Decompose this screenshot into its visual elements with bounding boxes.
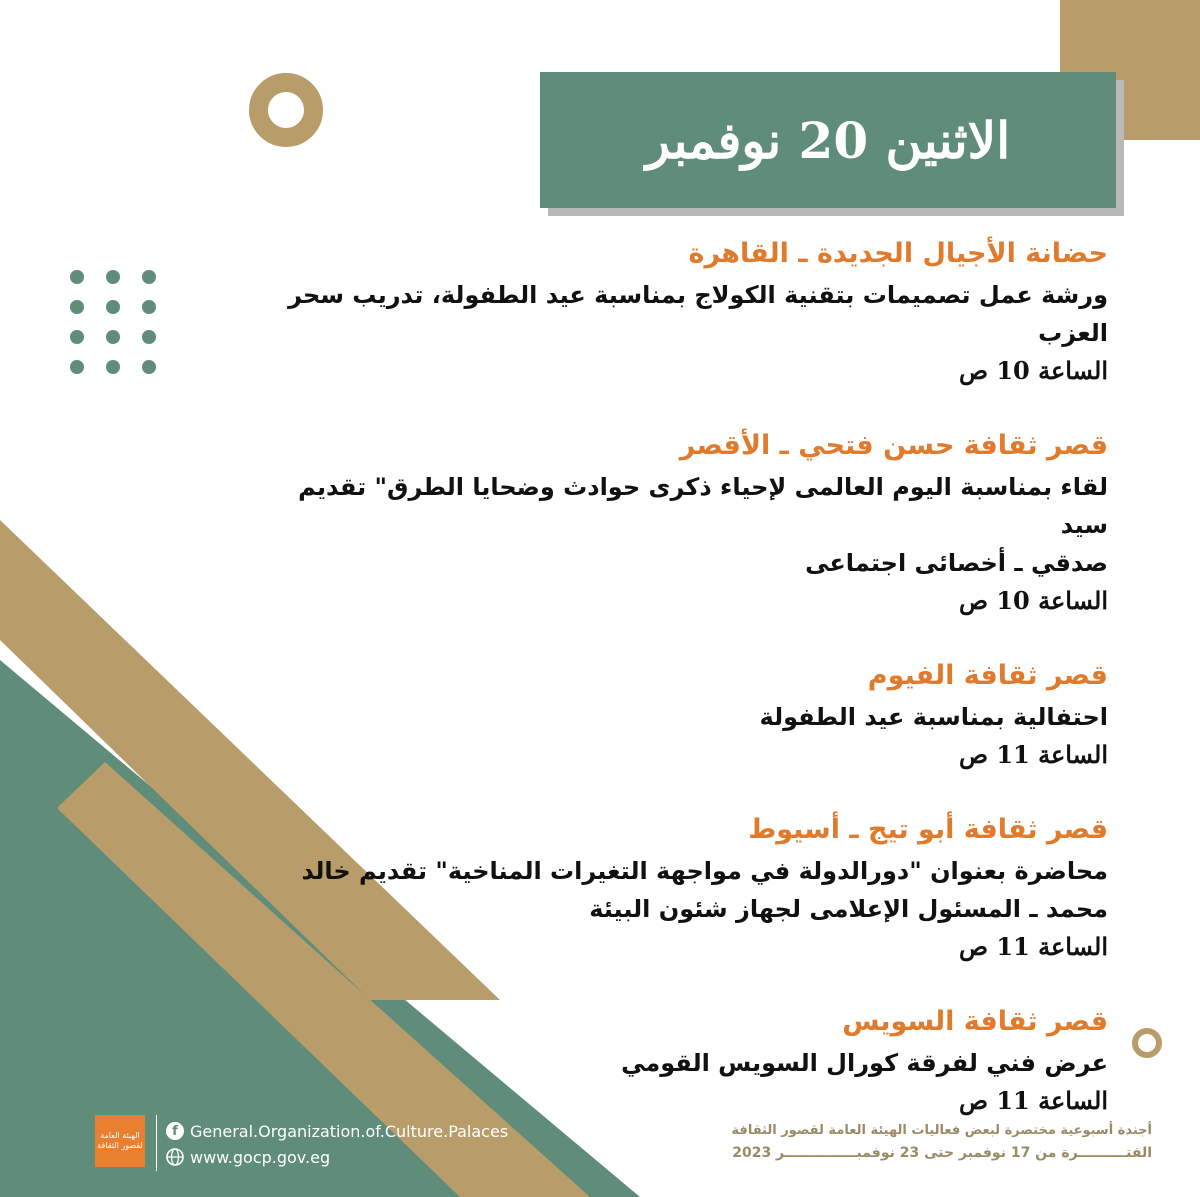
dot [142, 330, 156, 344]
agenda-caption: أجندة أسبوعية مختصرة لبعض فعاليات الهيئة العامة لقصور الثقافة [731, 1123, 1152, 1138]
organization-logo: الهيئة العامة لقصور الثقافة [95, 1115, 145, 1167]
event-venue: قصر ثقافة الفيوم [867, 660, 1108, 691]
dot [142, 300, 156, 314]
website-row[interactable] [166, 1144, 508, 1170]
decorative-ring-small [1132, 1028, 1162, 1058]
dot [106, 300, 120, 314]
period-caption: الفتــــــــــرة من 17 نوفمبر حتى 23 نوفمبـــــــــــــــر 2023 [732, 1145, 1152, 1161]
event-description: ورشة عمل تصميمات بتقنية الكولاج بمناسبة عيد الطفولة، تدريب سحر [288, 281, 1108, 309]
event-venue: قصر ثقافة حسن فتحي ـ الأقصر [679, 430, 1108, 461]
events-list [288, 232, 1108, 1154]
footer-contacts [166, 1118, 508, 1170]
event-description: احتفالية بمناسبة عيد الطفولة [759, 703, 1108, 731]
decorative-ring-top [249, 73, 323, 147]
dot [70, 300, 84, 314]
event-venue: حضانة الأجيال الجديدة ـ القاهرة [688, 238, 1108, 269]
facebook-link[interactable]: General.Organization.of.Culture.Palaces [190, 1121, 509, 1141]
event-time: الساعة 10 ص [958, 586, 1108, 615]
facebook-icon: f [166, 1122, 184, 1140]
event-description: محمد ـ المسئول الإعلامى لجهاز شئون البيئة [589, 895, 1108, 923]
event-venue: قصر ثقافة السويس [842, 1006, 1108, 1037]
dot [142, 360, 156, 374]
event-description: لقاء بمناسبة اليوم العالمى لإحياء ذكرى حوادث وضحايا الطرق" تقديم سيد [298, 473, 1108, 539]
event-time: الساعة 11 ص [958, 932, 1108, 961]
event-item [288, 654, 1108, 774]
dot [106, 270, 120, 284]
dot [70, 270, 84, 284]
event-item [288, 424, 1108, 620]
dot [106, 360, 120, 374]
event-description: عرض فني لفرقة كورال السويس القومي [621, 1049, 1108, 1077]
page-title: الاثنين 20 نوفمبر [645, 110, 1011, 170]
footer-divider [156, 1115, 157, 1171]
event-item [288, 808, 1108, 966]
dot [70, 330, 84, 344]
event-time: الساعة 11 ص [958, 1086, 1108, 1115]
dot-grid [70, 270, 156, 374]
event-description: محاضرة بعنوان "دورالدولة في مواجهة التغيرات المناخية" تقديم خالد [301, 857, 1108, 885]
event-time: الساعة 10 ص [958, 356, 1108, 385]
dot [142, 270, 156, 284]
footer-info [731, 1120, 1152, 1164]
event-description: العزب [1038, 319, 1108, 347]
dot [70, 360, 84, 374]
facebook-row[interactable] [166, 1118, 508, 1144]
website-link[interactable]: www.gocp.gov.eg [190, 1147, 331, 1167]
title-banner [540, 72, 1116, 208]
event-venue: قصر ثقافة أبو تيج ـ أسيوط [748, 814, 1108, 845]
event-item [288, 232, 1108, 390]
event-description: صدقي ـ أخصائى اجتماعى [805, 549, 1108, 577]
globe-icon [166, 1148, 184, 1166]
dot [106, 330, 120, 344]
event-time: الساعة 11 ص [958, 740, 1108, 769]
event-item [288, 1000, 1108, 1120]
